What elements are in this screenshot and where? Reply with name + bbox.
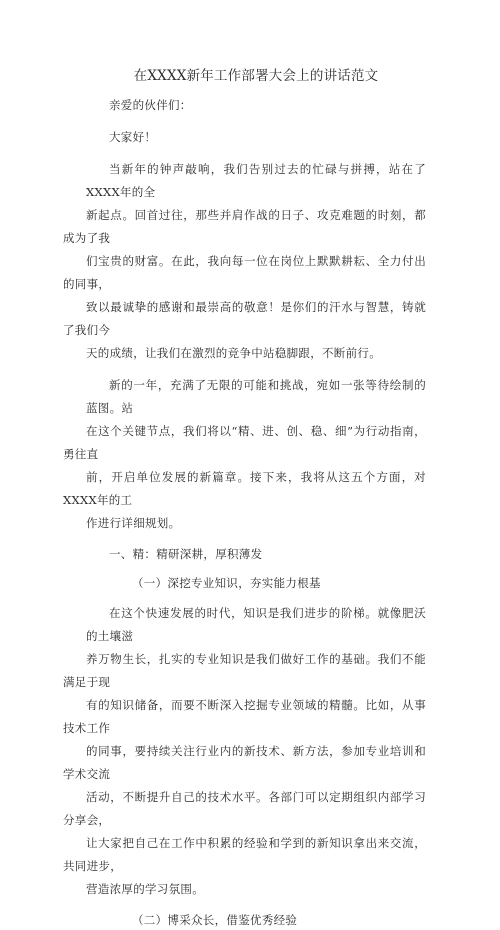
paragraph-line: 活动，不断提升自己的技术水平。各部门可以定期组织内部学习分享会，	[63, 790, 426, 827]
paragraph-line: 在这个关键节点，我们将以“精、进、创、稳、细”为行动指南，勇往直	[63, 424, 426, 461]
salutation	[86, 94, 426, 117]
paragraph-line: 新起点。回首过往，那些并肩作战的日子、攻克难题的时刻，都成为了我	[63, 208, 426, 245]
paragraph-line: 致以最诚挚的感谢和最崇高的敬意！是你们的汗水与智慧，铸就了我们今	[63, 300, 426, 337]
subsection-heading-2: （二）博采众长，借鉴优秀经验	[132, 913, 298, 927]
paragraph-line: 在这个快速发展的时代，知识是我们进步的阶梯。就像肥沃的土壤滋	[86, 606, 426, 643]
greeting-text: 大家好！	[109, 130, 157, 144]
paragraph-line: 的同事，要持续关注行业内的新技术、新方法，参加专业培训和学术交流	[63, 744, 426, 781]
paragraph-line: 养万物生长，扎实的专业知识是我们做好工作的基础。我们不能满足于现	[63, 652, 426, 689]
paragraph-line: 有的知识储备，而要不断深入挖掘专业领域的精髓。比如，从事技术工作	[63, 698, 426, 735]
greeting	[86, 126, 426, 149]
paragraph-line: 当新年的钟声敲响，我们告别过去的忙碌与拼搏，站在了XXXX年的全	[86, 162, 426, 199]
paragraph-line: 作进行详细规划。	[86, 516, 181, 530]
paragraph-intro	[63, 158, 426, 365]
paragraph-plan	[63, 374, 426, 535]
section-heading-1: 一、精：精研深耕，厚积薄发	[109, 547, 263, 561]
subsection-heading-1: （一）深挖专业知识，夯实能力根基	[132, 576, 321, 590]
document-title: 在XXXX新年工作部署大会上的讲话范文	[133, 68, 379, 84]
paragraph-line: 营造浓厚的学习氛围。	[86, 882, 204, 896]
paragraph-line: 天的成绩，让我们在激烈的竞争中站稳脚跟，不断前行。	[86, 346, 381, 360]
salutation-text: 亲爱的伙伴们：	[109, 98, 192, 112]
paragraph-knowledge	[63, 602, 426, 901]
paragraph-line: 们宝贵的财富。在此，我向每一位在岗位上默默耕耘、全力付出的同事，	[63, 254, 426, 291]
paragraph-line: 前，开启单位发展的新篇章。接下来，我将从这五个方面，对XXXX年的工	[63, 470, 426, 507]
paragraph-line: 让大家把自己在工作中积累的经验和学到的新知识拿出来交流，共同进步，	[63, 836, 426, 873]
paragraph-line: 新的一年，充满了无限的可能和挑战，宛如一张等待绘制的蓝图。站	[86, 378, 426, 415]
